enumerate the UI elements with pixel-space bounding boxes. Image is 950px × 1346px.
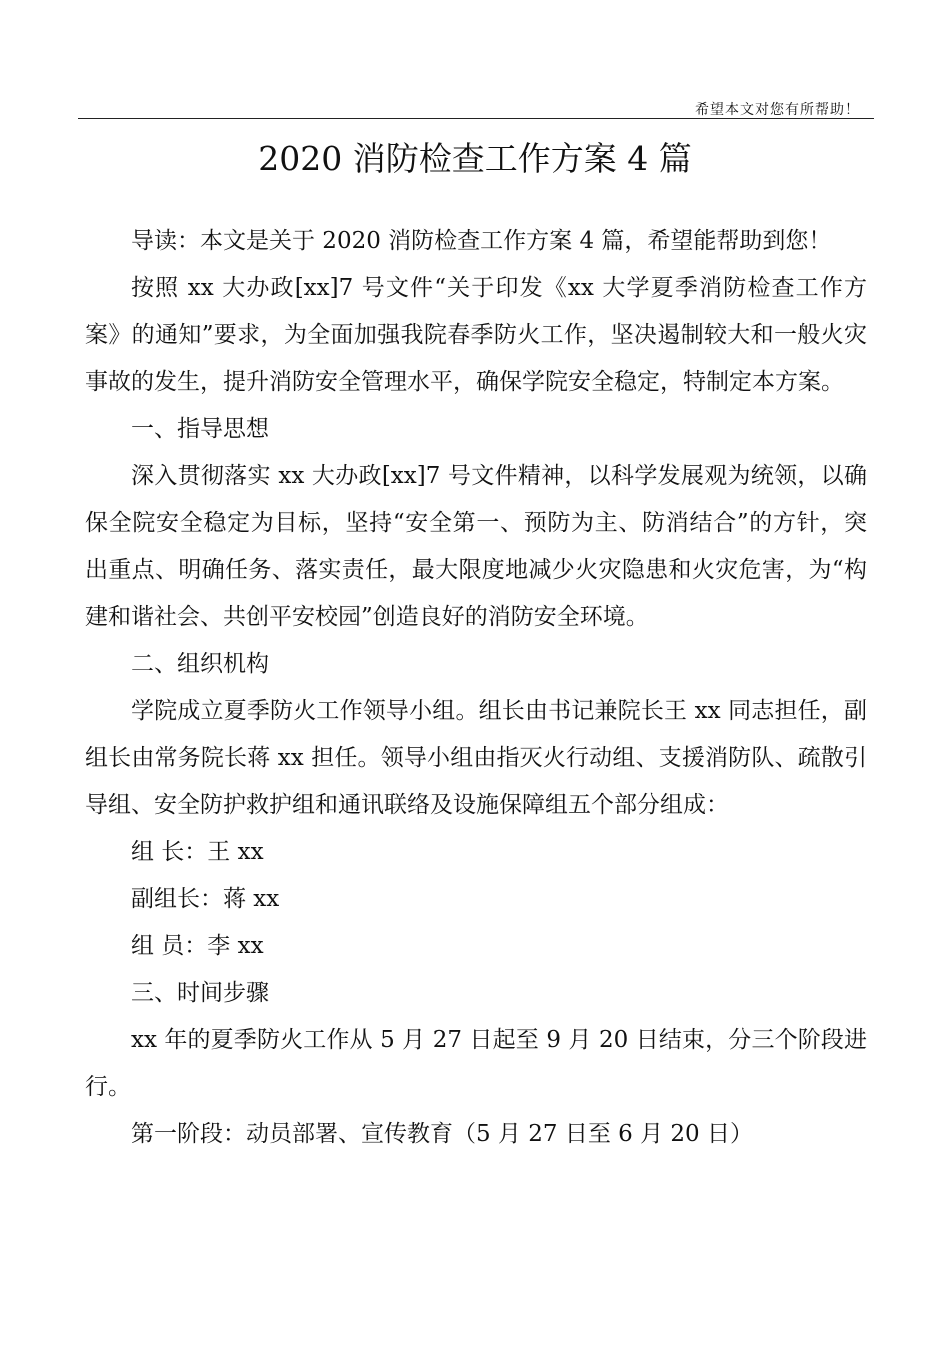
section-heading: 二、组织机构 <box>131 651 269 677</box>
header-note: 希望本文对您有所帮助！ <box>695 102 860 118</box>
section-heading: 三、时间步骤 <box>131 980 269 1006</box>
header-divider <box>78 118 874 119</box>
document-title: 2020 消防检查工作方案 4 篇 <box>258 139 692 178</box>
body-paragraph: 学院成立夏季防火工作领导小组。组长由书记兼院长王 xx 同志担任，副组长由常务院长蒋 xx 担任。领导小组由指灭火行动组、支援消防队、疏散引导组、安全防护救护组和通讯联络及设施保障组五个部分组成： <box>85 698 867 818</box>
intro-paragraph: 导读：本文是关于 2020 消防检查工作方案 4 篇，希望能帮助到您！ <box>131 228 832 254</box>
body-paragraph: 按照 xx 大办政[xx]7 号文件“关于印发《xx 大学夏季消防检查工作方案》的通知”要求，为全面加强我院春季防火工作，坚决遏制较大和一般火灾事故的发生，提升消防安全管理水平，确保学院安全稳定，特制定本方案。 <box>85 275 867 395</box>
body-paragraph: xx 年的夏季防火工作从 5 月 27 日起至 9 月 20 日结束，分三个阶段进行。 <box>85 1027 867 1100</box>
section-heading: 一、指导思想 <box>131 416 269 442</box>
body-paragraph: 深入贯彻落实 xx 大办政[xx]7 号文件精神，以科学发展观为统领，以确保全院安全稳定为目标，坚持“安全第一、预防为主、防消结合”的方针，突出重点、明确任务、落实责任，最大限度地减少火灾隐患和火灾危害，为“构建和谐社会、共创平安校园”创造良好的消防安全环境。 <box>85 463 867 630</box>
member-line: 副组长：蒋 xx <box>131 886 280 912</box>
document-body <box>85 218 867 1158</box>
body-paragraph: 第一阶段：动员部署、宣传教育（5 月 27 日至 6 月 20 日） <box>131 1121 753 1147</box>
member-line: 组 员：李 xx <box>131 933 264 959</box>
member-line: 组 长：王 xx <box>131 839 264 865</box>
